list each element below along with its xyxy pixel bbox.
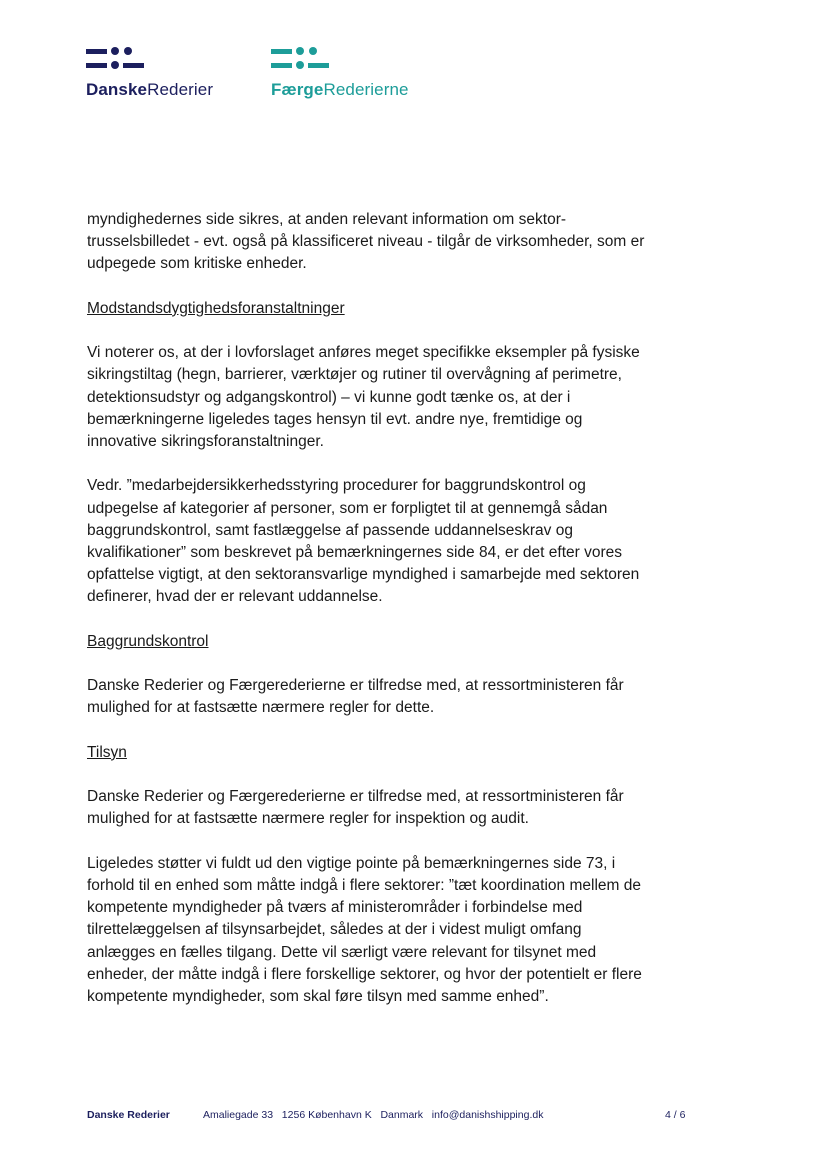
paragraph: Danske Rederier og Færgerederierne er tilfredse med, at ressortministeren får mulighed for at fastsætte nærmere regler for inspektion og audit. bbox=[87, 788, 624, 828]
logo-text: FærgeRederierne bbox=[271, 80, 409, 99]
document-body bbox=[87, 209, 647, 1030]
page-number: 4 / 6 bbox=[665, 1109, 686, 1121]
section-heading-baggrundskontrol: Baggrundskontrol bbox=[87, 632, 209, 650]
paragraph: myndighedernes side sikres, at anden relevant information om sektor-trusselsbilledet - evt. også på klassificeret niveau - tilgår de virksomheder, som er udpegede som kritiske enheder. bbox=[87, 211, 645, 273]
footer-org: Danske Rederier bbox=[87, 1109, 170, 1121]
logo-mark bbox=[271, 46, 331, 70]
logo-mark bbox=[86, 46, 146, 70]
logo-text: DanskeRederier bbox=[86, 80, 214, 99]
section-heading-modstandsdygtighed: Modstandsdygtighedsforanstaltninger bbox=[87, 299, 345, 317]
logo-danske-rederier bbox=[86, 46, 213, 100]
paragraph: Danske Rederier og Færgerederierne er tilfredse med, at ressortministeren får mulighed for at fastsætte nærmere regler for dette. bbox=[87, 677, 624, 717]
paragraph: Vedr. ”medarbejdersikkerhedsstyring procedurer for baggrundskontrol og udpegelse af kategorier af personer, som er forpligtet til at gennemgå sådan baggrundskontrol, samt fastlæggelse af passende uddannelseskrav og kvalifikationer” som beskrevet på bemærkningernes side 84, er det efter vores opfattelse vigtigt, at den sektoransvarlige myndighed i samarbejde med sektoren definerer, hvad der er relevant uddannelse. bbox=[87, 477, 640, 606]
footer-address: Amaliegade 33 1256 København K Danmark info@danishshipping.dk bbox=[203, 1109, 544, 1121]
paragraph: Ligeledes støtter vi fuldt ud den vigtige pointe på bemærkningernes side 73, i forhold til en enhed som måtte indgå i flere sektorer: ”tæt koordination mellem de kompetente myndigheder på tværs af ministerområder i forbindelse med tilrettelæggelsen af tilsynsarbejdet, således at der i videst muligt omfang anlægges en fælles tilgang. Dette vil særligt være relevant for tilsynet med enheder, der måtte indgå i flere forskellige sektorer, og hvor der potentielt er flere kompetente myndigheder, som skal føre tilsyn med samme enhed”. bbox=[87, 854, 642, 1005]
logo-faergerederierne bbox=[271, 46, 409, 100]
paragraph: Vi noterer os, at der i lovforslaget anføres meget specifikke eksempler på fysiske sikringstiltag (hegn, barrierer, værktøjer og rutiner til overvågning af perimetre, detektionsudstyr og adgangskontrol) – vi kunne godt tænke os, at der i bemærkningerne ligeledes tages hensyn til evt. andre nye, fremtidige og innovative sikringsforanstaltninger. bbox=[87, 344, 640, 450]
section-heading-tilsyn: Tilsyn bbox=[87, 743, 127, 761]
